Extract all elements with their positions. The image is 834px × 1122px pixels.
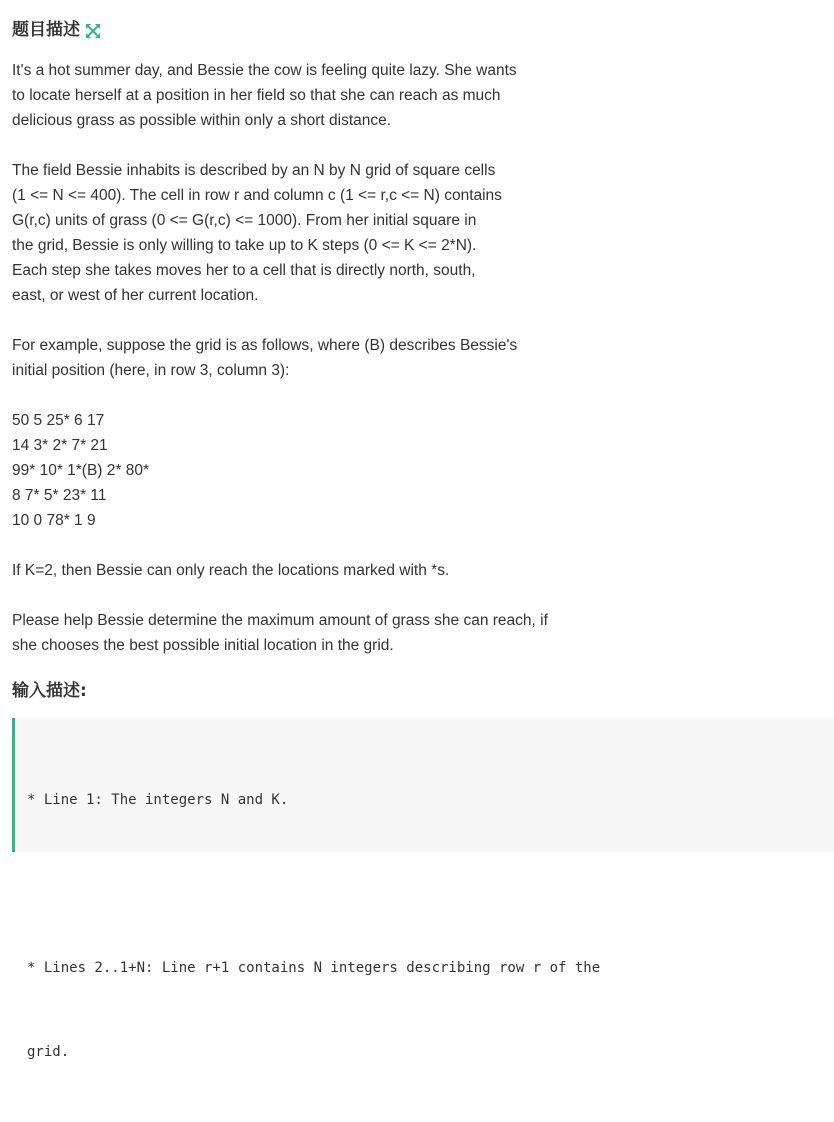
desc-line: The field Bessie inhabits is described by an N by N grid of square cells	[12, 162, 496, 179]
code-line: * Line 1: The integers N and K.	[27, 792, 289, 808]
grid-row: 99* 10* 1*(B) 2* 80*	[12, 462, 150, 479]
grid-row: 50 5 25* 6 17	[12, 412, 105, 429]
desc-line: Please help Bessie determine the maximum amount of grass she can reach, if	[12, 612, 548, 629]
desc-line: (1 <= N <= 400). The cell in row r and column c (1 <= r,c <= N) contains	[12, 187, 502, 204]
desc-line: G(r,c) units of grass (0 <= G(r,c) <= 1000). From her initial square in	[12, 212, 477, 229]
grid-row: 8 7* 5* 23* 11	[12, 487, 107, 504]
input-title: 输入描述:	[12, 681, 87, 701]
code-line: * Lines 2..1+N: Line r+1 contains N integers describing row r of the	[27, 960, 601, 976]
desc-line: For example, suppose the grid is as follows, where (B) describes Bessie's	[12, 337, 518, 354]
problem-description	[12, 58, 612, 658]
input-code-block	[12, 718, 834, 1060]
desc-line: It's a hot summer day, and Bessie the cow is feeling quite lazy. She wants	[12, 62, 517, 79]
input-heading	[12, 681, 87, 701]
desc-line: initial position (here, in row 3, column 3):	[12, 362, 290, 379]
expand-arrows-icon[interactable]	[86, 23, 100, 37]
grid-row: 10 0 78* 1 9	[12, 512, 96, 529]
desc-line: If K=2, then Bessie can only reach the locations marked with *s.	[12, 562, 450, 579]
desc-line: to locate herself at a position in her field so that she can reach as much	[12, 87, 501, 104]
desc-line: east, or west of her current location.	[12, 287, 259, 304]
desc-line: she chooses the best possible initial location in the grid.	[12, 637, 394, 654]
code-line: grid.	[27, 1044, 70, 1060]
desc-line: the grid, Bessie is only willing to take up to K steps (0 <= K <= 2*N).	[12, 237, 477, 254]
desc-line: delicious grass as possible within only a short distance.	[12, 112, 392, 129]
desc-line: Each step she takes moves her to a cell that is directly north, south,	[12, 262, 476, 279]
description-heading	[12, 20, 100, 40]
grid-row: 14 3* 2* 7* 21	[12, 437, 108, 454]
description-title: 题目描述	[12, 20, 80, 40]
